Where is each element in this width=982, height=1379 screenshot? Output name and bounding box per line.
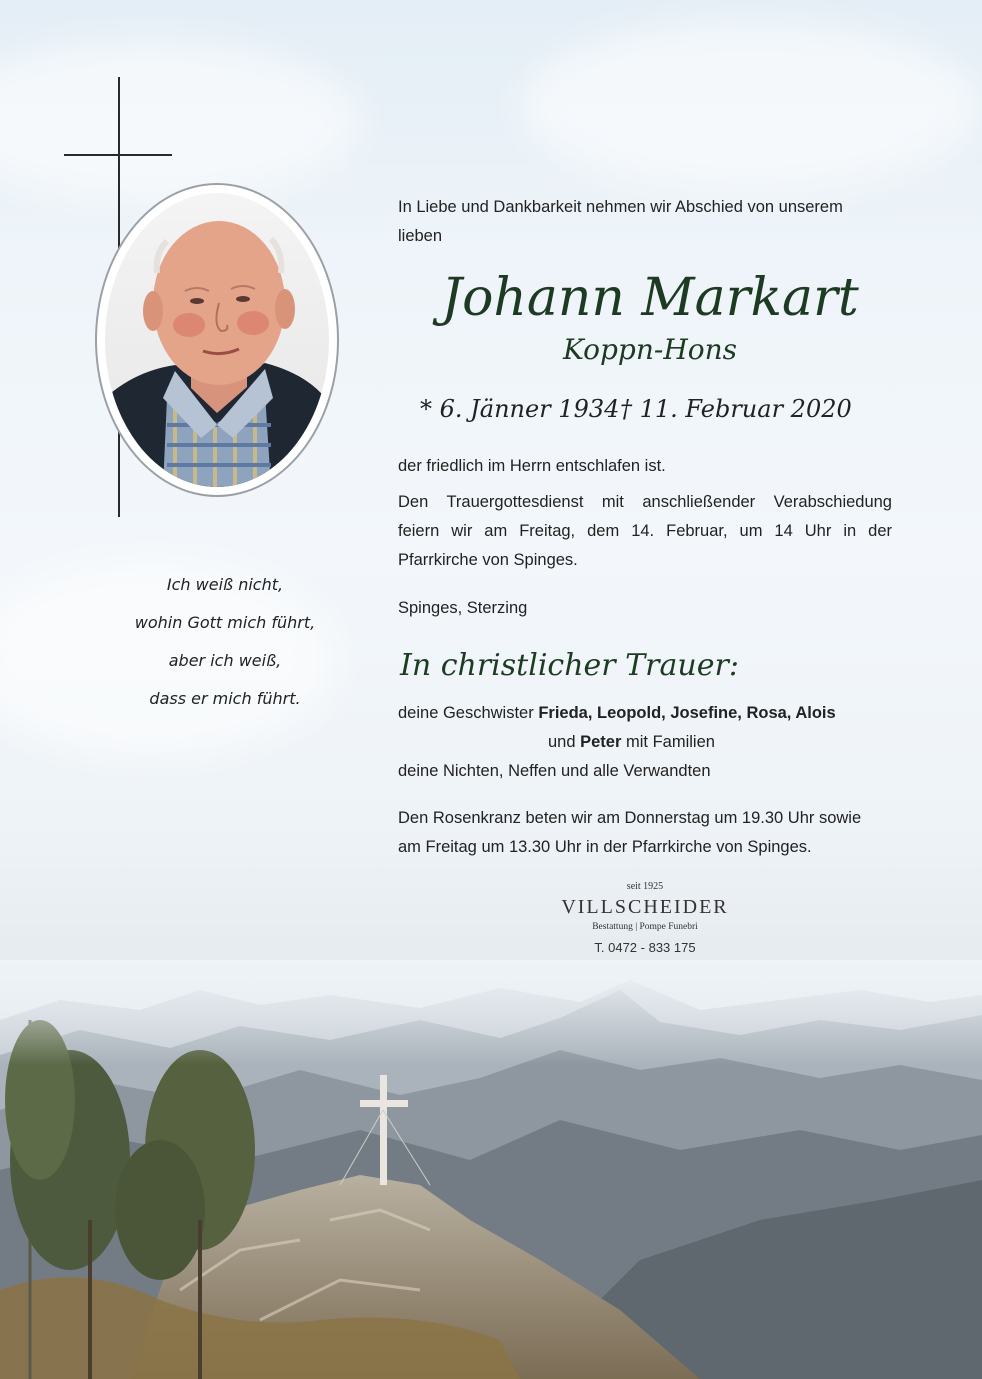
undertaker-since: seit 1925 [626,881,664,892]
service-line: feiern wir am Freitag, dem 14. Februar, um 14 Uhr in der [398,522,892,540]
portrait-frame [95,183,339,497]
mourners [398,699,898,786]
service-line: Pfarrkirche von Spinges. [398,551,578,569]
undertaker-logo [540,880,750,960]
passed-text: der friedlich im Herrn entschlafen ist. [398,457,666,475]
birth-date: * 6. Jänner 1934 [420,395,620,423]
place-text: Spinges, Sterzing [398,599,528,617]
portrait-photo [105,193,329,487]
poem-line: wohin Gott mich führt, [134,613,316,632]
intro-text [398,193,898,251]
undertaker-name: VILLSCHEIDER [561,896,729,918]
service-line: Den Trauergottesdienst mit anschließender Verabschiedung [398,493,892,511]
intro-line: In Liebe und Dankbarkeit nehmen wir Abschied von unserem [398,198,843,216]
mourners-suffix: mit Familien [626,733,715,751]
poem-line: dass er mich führt. [149,689,301,708]
poem [120,566,330,718]
mourners-prefix: und [548,733,576,751]
mourners-line [398,699,898,728]
poem-line: Ich weiß nicht, [166,575,284,594]
service-text [398,488,892,575]
mourners-prefix: deine Geschwister [398,704,534,722]
intro-line: lieben [398,227,443,245]
mountain-landscape [0,960,982,1379]
undertaker-subtitle: Bestattung | Pompe Funebri [592,922,698,932]
rosary-line: am Freitag um 13.30 Uhr in der Pfarrkirche von Spinges. [398,838,812,856]
mourners-names: Frieda, Leopold, Josefine, Rosa, Alois [538,704,836,722]
rosary-text [398,804,898,862]
death-date: † 11. Februar 2020 [620,395,852,423]
mourning-heading: In christlicher Trauer: [400,648,739,683]
deceased-nickname: Koppn-Hons [562,333,738,366]
rosary-line: Den Rosenkranz beten wir am Donnerstag um 19.30 Uhr sowie [398,809,862,827]
mourners-line [398,728,898,757]
cross-icon-horizontal [64,154,172,156]
mourners-names: Peter [580,733,622,751]
deceased-name: Johann Markart [441,268,859,328]
undertaker-phone: T. 0472 - 833 175 [594,940,696,955]
sky-cloud [520,20,980,190]
poem-line: aber ich weiß, [168,651,282,670]
portrait-illustration [105,193,329,487]
mourners-line: deine Nichten, Neffen und alle Verwandten [398,762,711,780]
sky-cloud [0,40,360,200]
